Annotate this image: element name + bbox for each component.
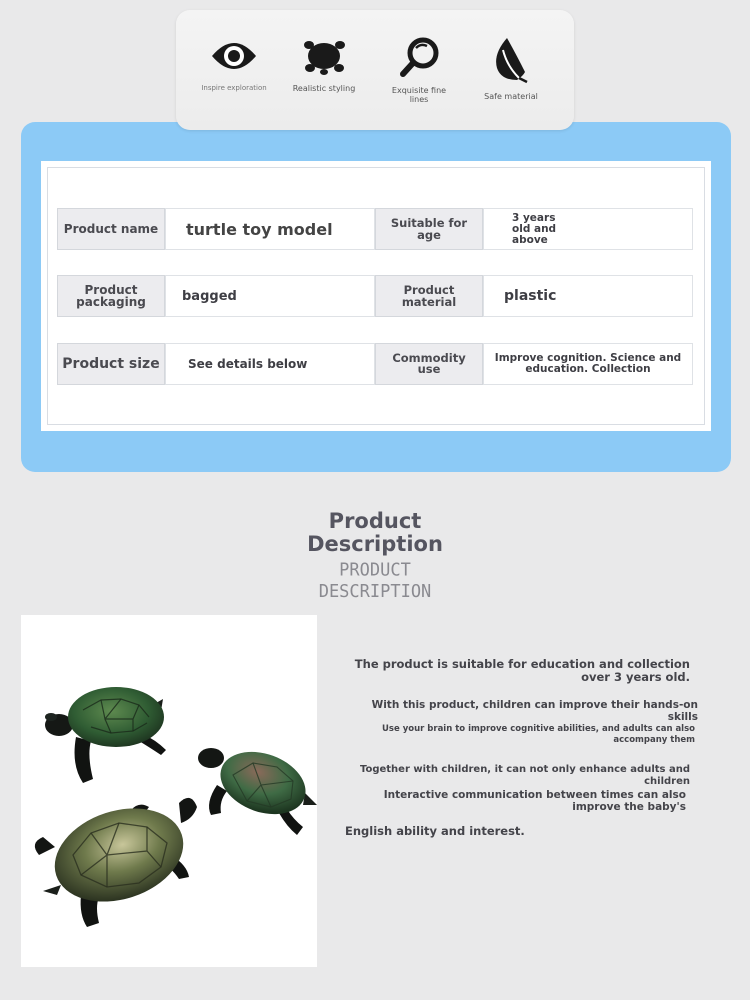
spec-label: Product size [57,343,165,385]
description-paragraph: Together with children, it can not only enhance adults and children [359,764,690,787]
spec-label: Suitable for age [375,208,483,250]
feature-label: Inspire exploration [201,84,267,92]
description-paragraph: The product is suitable for education and collection over 3 years old. [354,657,690,684]
description-paragraph: Interactive communication between times can also improve the baby's [383,789,686,813]
spec-row [57,275,693,317]
magnifier-icon [395,36,443,78]
spec-panel [21,122,731,472]
leaf-icon [487,36,535,84]
feature-label: Safe material [484,92,538,101]
spec-label: Product name [57,208,165,250]
description-paragraph: With this product, children can improve their hands-on skills [371,699,698,723]
spec-label: Commodity use [375,343,483,385]
spec-value: bagged [165,275,375,317]
feature-exquisite-fine-lines [384,36,454,104]
description-subtitle: PRODUCT DESCRIPTION [318,560,432,602]
feature-label: Exquisite fine lines [391,86,447,104]
spec-table [41,161,711,431]
description-title: Product Description [307,509,443,556]
spec-value: 3 years old and above [483,208,693,250]
spec-row [57,208,693,250]
description-paragraph: Use your brain to improve cognitive abilities, and adults can also accompany them [382,724,695,745]
turtle-model-3 [35,793,197,927]
feature-label: Realistic styling [292,84,356,93]
spec-label: Product material [375,275,483,317]
spec-value: plastic [483,275,693,317]
feature-inspire-exploration [199,36,269,93]
feature-realistic-styling [289,36,359,93]
turtle-model-1 [45,687,166,783]
spec-label: Product packaging [57,275,165,317]
feature-safe-material [476,36,546,101]
spec-value: See details below [165,343,375,385]
product-photo [21,615,317,967]
turtle-toys-illustration [21,615,317,967]
description-paragraph: English ability and interest. [345,824,525,838]
turtle-model-2 [198,741,317,835]
description-title-block [278,510,472,601]
spec-row [57,343,693,385]
feature-card [176,10,574,130]
spec-value: Improve cognition. Science and education. Collection [483,343,693,385]
eye-icon [210,36,258,76]
turtle-icon [300,36,348,76]
spec-value: turtle toy model [165,208,375,250]
